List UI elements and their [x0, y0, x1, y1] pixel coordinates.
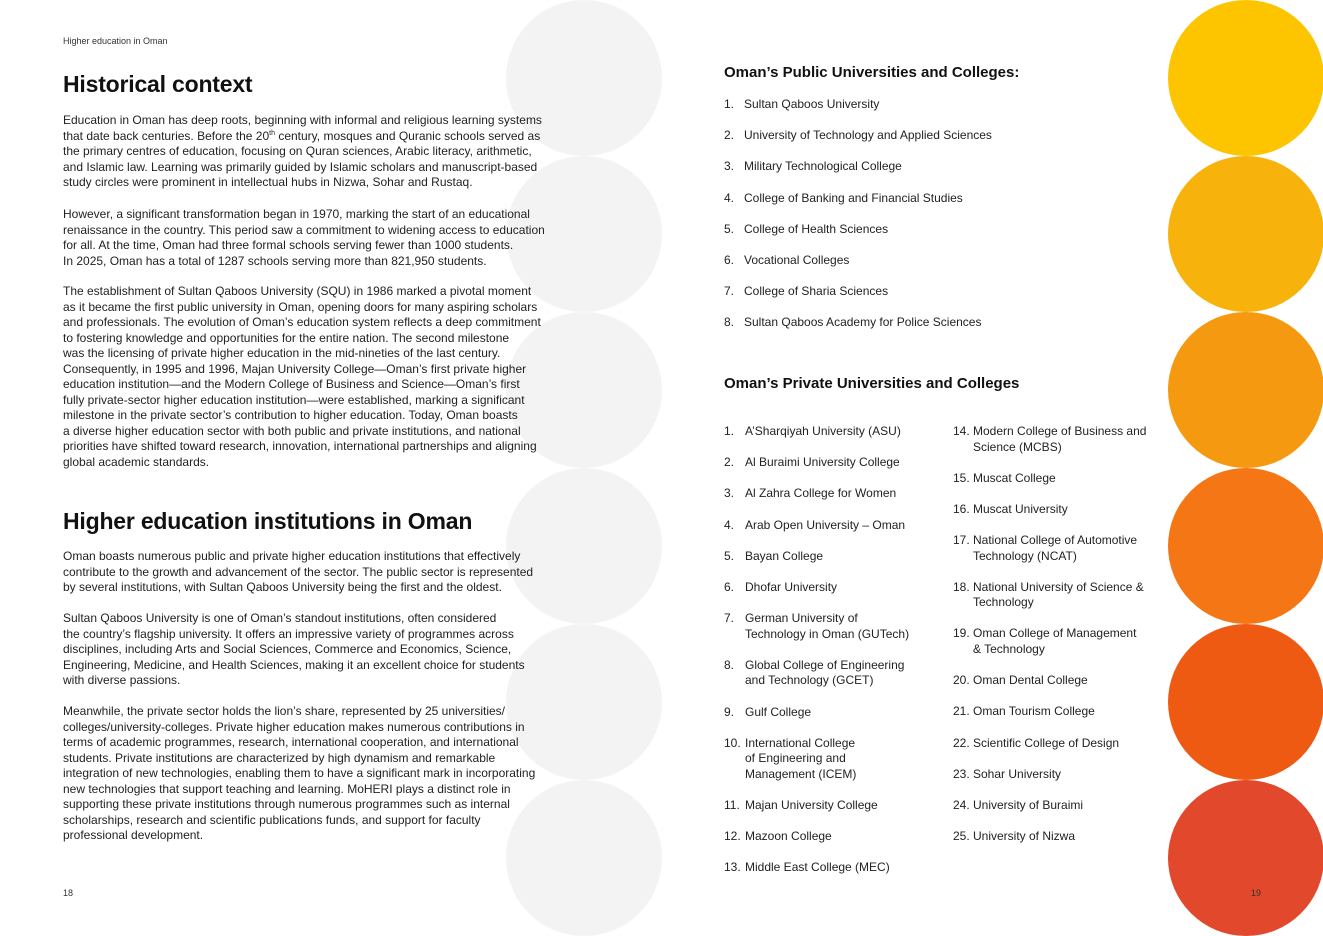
- running-header: Higher education in Oman: [63, 36, 168, 46]
- list-item-name: Oman Tourism College: [973, 704, 1095, 719]
- list-item-name: College of Health Sciences: [744, 221, 889, 236]
- list-item-name: Oman Dental College: [973, 673, 1088, 688]
- private-universities-list-column-1: [724, 424, 924, 891]
- list-item-name: Arab Open University – Oman: [745, 517, 906, 532]
- list-item: [953, 533, 1163, 564]
- list-item-name: Dhofar University: [745, 579, 838, 594]
- list-item-number: 17.: [953, 533, 970, 548]
- list-item-name: Gulf College: [745, 704, 812, 719]
- list-item: [724, 549, 924, 565]
- list-item-number: 3.: [724, 159, 735, 174]
- list-item-name: Modern College of Business and Science (MCBS): [973, 424, 1147, 454]
- list-item: [724, 253, 992, 284]
- list-item-number: 1.: [724, 424, 735, 438]
- list-item: [953, 580, 1163, 611]
- decorative-orange-circle: [1168, 312, 1323, 468]
- list-item: [953, 471, 1163, 487]
- list-item-number: 2.: [724, 128, 735, 143]
- list-item: [724, 736, 924, 783]
- list-item: [724, 424, 924, 440]
- list-item-name: Oman College of Management & Technology: [973, 626, 1137, 656]
- list-item-name: University of Nizwa: [973, 829, 1076, 844]
- list-item-number: 12.: [724, 829, 741, 844]
- decorative-orange-circle: [1168, 624, 1323, 780]
- list-item-name: Al Buraimi University College: [745, 455, 900, 470]
- list-item-number: 8.: [724, 315, 735, 330]
- list-item: [724, 284, 992, 315]
- list-item: [953, 767, 1163, 783]
- list-item-name: National University of Science & Technology: [973, 579, 1144, 610]
- list-item: [724, 128, 992, 159]
- list-item-number: 22.: [953, 735, 970, 750]
- list-item: [724, 455, 924, 471]
- list-item-number: 15.: [953, 470, 970, 485]
- list-item-name: A’Sharqiyah University (ASU): [745, 424, 901, 438]
- list-item-number: 23.: [953, 766, 970, 781]
- list-item: [724, 97, 992, 128]
- list-item-name: Scientific College of Design: [973, 735, 1120, 750]
- list-item-name: University of Buraimi: [973, 797, 1084, 812]
- heading-historical-context: Historical context: [63, 71, 253, 97]
- list-item-name: College of Sharia Sciences: [744, 284, 889, 299]
- list-item-name: College of Banking and Financial Studies: [744, 190, 963, 205]
- decorative-grey-circle: [506, 468, 662, 624]
- list-item: [953, 736, 1163, 752]
- list-item-number: 6.: [724, 579, 735, 594]
- list-item-name: Mazoon College: [745, 829, 832, 844]
- decorative-orange-circle: [1168, 468, 1323, 624]
- list-item: [724, 580, 924, 596]
- list-item-name: Sultan Qaboos University: [744, 97, 880, 111]
- list-item: [724, 705, 924, 721]
- list-item: [724, 658, 924, 689]
- list-item-number: 13.: [724, 860, 741, 875]
- list-item-number: 5.: [724, 548, 735, 563]
- list-item-name: Middle East College (MEC): [745, 860, 890, 875]
- heading-private-universities: Oman’s Private Universities and Colleges: [724, 375, 1020, 392]
- list-item: [953, 798, 1163, 814]
- list-item-number: 2.: [724, 455, 735, 470]
- list-item-number: 11.: [724, 797, 740, 812]
- list-item-name: National College of Automotive Technology (NCAT): [973, 533, 1138, 563]
- list-item: [724, 829, 924, 845]
- paragraph-history-1: Education in Oman has deep roots, beginning with informal and religious learning systems that date back centuries. Before the 20th century, mosques and Quranic schools served as the primary centres of education, focusing on Quran sciences, Arabic literacy, arithmetic, and Islamic law. Learning was primarily guided by Islamic scholars and manuscript-based study circles were prominent in intellectual hubs in Nizwa, Sohar and Rustaq.: [63, 113, 542, 189]
- list-item-number: 3.: [724, 486, 735, 501]
- list-item: [953, 626, 1163, 657]
- list-item: [953, 829, 1163, 845]
- list-item: [953, 502, 1163, 518]
- list-item: [724, 222, 992, 253]
- list-item-number: 16.: [953, 501, 970, 516]
- list-item-number: 9.: [724, 704, 735, 719]
- list-item-name: Muscat University: [973, 501, 1068, 516]
- list-item-number: 25.: [953, 829, 970, 844]
- list-item-number: 19.: [953, 626, 970, 641]
- list-item-name: Vocational Colleges: [744, 252, 850, 267]
- list-item-name: University of Technology and Applied Sciences: [744, 128, 992, 143]
- list-item-number: 20.: [953, 673, 970, 688]
- decorative-orange-circle: [1168, 0, 1323, 156]
- list-item-number: 7.: [724, 284, 735, 299]
- list-item-name: Majan University College: [745, 797, 878, 812]
- list-item-name: German University of Technology in Oman (GUTech): [745, 611, 910, 641]
- paragraph-institutions-2: Sultan Qaboos University is one of Oman’s standout institutions, often considered the country’s flagship university. It offers an impressive variety of programmes across disciplines, including Arts and Social Sciences, Commerce and Economics, Science, Engineering, Medicine, and Health Sciences, making it an excellent choice for students with diverse passions.: [63, 611, 525, 687]
- list-item-number: 6.: [724, 252, 735, 267]
- paragraph-history-2: However, a significant transformation began in 1970, marking the start of an educational renaissance in the country. This period saw a commitment to widening access to education for all. At the time, Oman had three formal schools serving fewer than 1000 students. In 2025, Oman has a total of 1287 schools serving more than 821,950 students.: [63, 207, 545, 268]
- list-item-name: Bayan College: [745, 548, 824, 563]
- list-item: [724, 518, 924, 534]
- list-item: [724, 159, 992, 190]
- list-item-number: 18.: [953, 579, 970, 594]
- heading-higher-education-institutions: Higher education institutions in Oman: [63, 508, 473, 534]
- list-item-name: Global College of Engineering and Technology (GCET): [745, 657, 905, 688]
- list-item: [724, 860, 924, 876]
- list-item-number: 1.: [724, 97, 735, 111]
- list-item: [724, 191, 992, 222]
- list-item-number: 10.: [724, 735, 741, 750]
- list-item-name: Muscat College: [973, 470, 1056, 485]
- page-number-right: 19: [1251, 888, 1262, 898]
- paragraph-institutions-1: Oman boasts numerous public and private higher education institutions that effectively contribute to the growth and advancement of the sector. The public sector is represented by several institutions, with Sultan Qaboos University being the first and the oldest.: [63, 549, 534, 594]
- list-item-number: 5.: [724, 221, 735, 236]
- list-item-name: Sultan Qaboos Academy for Police Sciences: [744, 315, 982, 330]
- paragraph-institutions-3: Meanwhile, the private sector holds the lion’s share, represented by 25 universities/ colleges/university-colleges. Private higher education makes numerous contributions in terms of academic programmes, research, international cooperation, and international students. Private institutions are characterized by high dynamism and remarkable integration of new technologies, enabling them to have a significant mark in incorporating new technologies that support teaching and learning. MoHERI plays a distinct role in supporting these private institutions through numerous programmes such as internal scholarships, research and scientific publications funds, and support for faculty professional development.: [63, 704, 536, 842]
- public-universities-list: [724, 97, 992, 347]
- list-item: [724, 798, 924, 814]
- list-item-number: 14.: [953, 424, 970, 438]
- list-item-number: 4.: [724, 190, 735, 205]
- list-item-number: 4.: [724, 517, 735, 532]
- decorative-orange-circle: [1168, 780, 1323, 936]
- list-item: [724, 315, 992, 346]
- private-universities-list-column-2: [953, 424, 1163, 860]
- list-item-number: 8.: [724, 657, 735, 672]
- page-number-left: 18: [63, 888, 74, 898]
- decorative-orange-circle: [1168, 156, 1323, 312]
- heading-public-universities: Oman’s Public Universities and Colleges:: [724, 64, 1020, 81]
- list-item-number: 21.: [953, 704, 970, 719]
- list-item-number: 24.: [953, 797, 970, 812]
- list-item: [724, 611, 924, 642]
- list-item: [953, 673, 1163, 689]
- list-item: [953, 704, 1163, 720]
- list-item-name: Sohar University: [973, 766, 1062, 781]
- list-item: [724, 486, 924, 502]
- list-item-name: Military Technological College: [744, 159, 902, 174]
- list-item-number: 7.: [724, 611, 735, 626]
- list-item: [953, 424, 1163, 455]
- list-item-name: International College of Engineering and Management (ICEM): [745, 735, 857, 781]
- list-item-name: Al Zahra College for Women: [745, 486, 897, 501]
- paragraph-history-3: The establishment of Sultan Qaboos University (SQU) in 1986 marked a pivotal moment as it became the first public university in Oman, opening doors for many aspiring scholars and professionals. The evolution of Oman’s education system reflects a deep commitment to fostering knowledge and opportunities for the entire nation. The second milestone was the licensing of private higher education in the mid-nineties of the last century. Consequently, in 1995 and 1996, Majan University College—Oman’s first private higher education institution—and the Modern College of Business and Science—Oman’s first fully private-sector higher education institution—were established, marking a significant milestone in the private sector’s contribution to higher education. Today, Oman boasts a diverse higher education sector with both public and private institutions, and national priorities have shifted toward research, innovation, international partnerships and aligning global academic standards.: [63, 284, 541, 469]
